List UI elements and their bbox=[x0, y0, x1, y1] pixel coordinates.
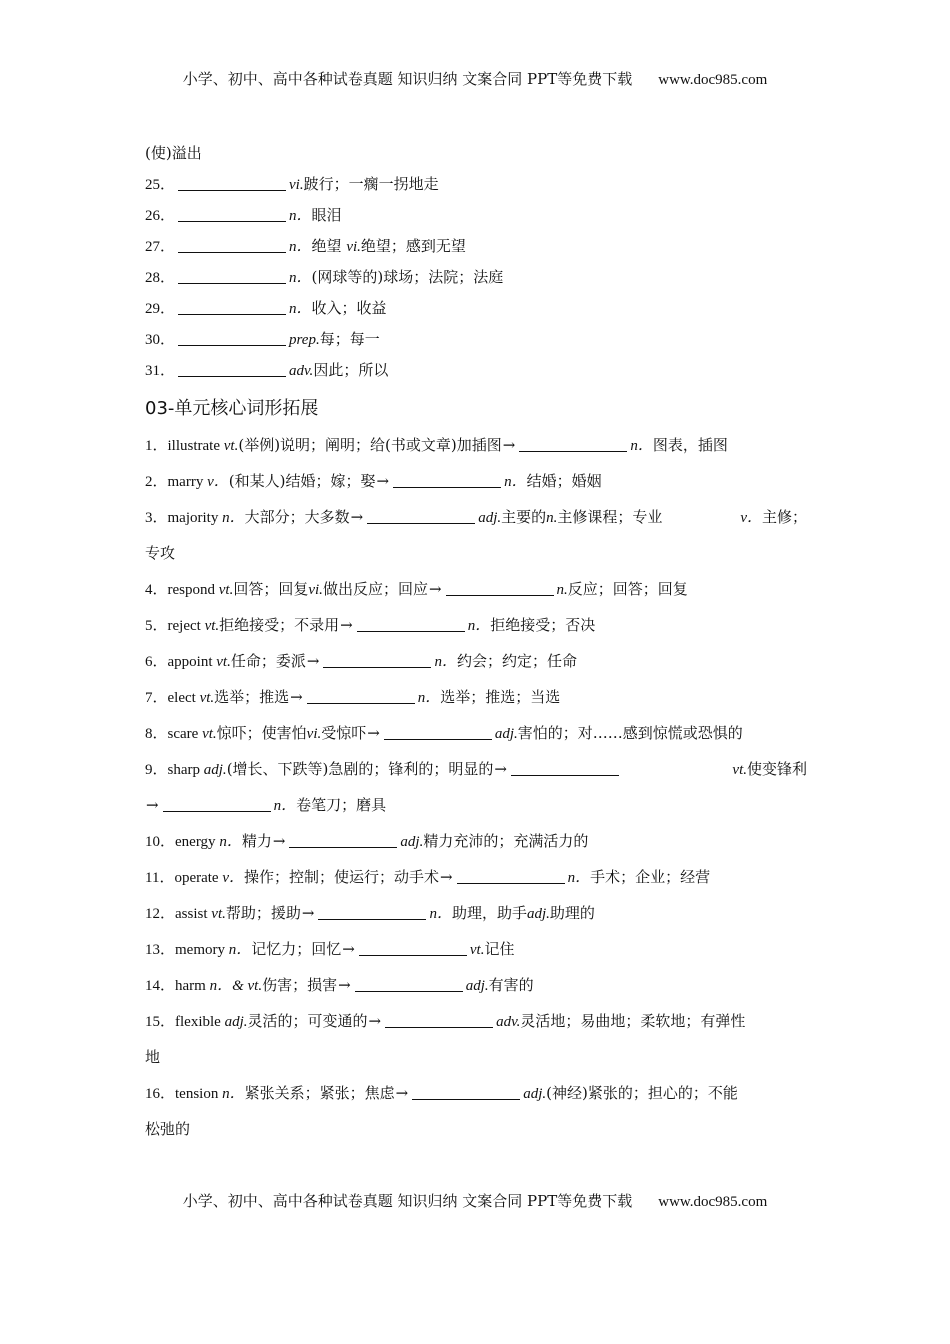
meaning: 因此；所以 bbox=[313, 361, 389, 379]
meaning-2: 使变锋利 bbox=[746, 760, 807, 778]
part-of-speech-2: n. bbox=[556, 582, 568, 598]
meaning: (和某人)结婚；嫁；娶 bbox=[228, 472, 376, 490]
word-form-item-16-continued: 松弛的 bbox=[145, 1120, 191, 1138]
footer-site: www.doc985.com bbox=[658, 1194, 768, 1210]
meaning-2: 反应；回答；回复 bbox=[567, 580, 688, 598]
answer-blank[interactable] bbox=[393, 472, 501, 488]
meaning: 帮助；援助 bbox=[225, 904, 301, 922]
part-of-speech: prep. bbox=[289, 332, 320, 348]
answer-blank[interactable] bbox=[323, 652, 431, 668]
item-number: 1． bbox=[145, 438, 168, 454]
part-of-speech: v． bbox=[222, 870, 245, 886]
part-of-speech: n． bbox=[289, 208, 312, 224]
meaning-3: 助理的 bbox=[549, 904, 595, 922]
answer-blank[interactable] bbox=[178, 361, 286, 377]
meaning: 操作；控制；使运行；动手术 bbox=[244, 868, 440, 886]
meaning-2: 主要的 bbox=[501, 508, 547, 526]
part-of-speech-2: adj. bbox=[523, 1086, 547, 1102]
item-number: 8． bbox=[145, 726, 168, 742]
arrow-icon: → bbox=[306, 652, 320, 670]
headword: elect bbox=[167, 690, 200, 706]
meaning: (举例)说明；阐明；给(书或文章)加插图 bbox=[238, 436, 502, 454]
part-of-speech: n． bbox=[219, 834, 242, 850]
meaning: 眼泪 bbox=[311, 206, 342, 224]
meaning-b: 受惊吓 bbox=[321, 724, 367, 742]
answer-blank[interactable] bbox=[384, 724, 492, 740]
answer-blank[interactable] bbox=[357, 616, 465, 632]
arrow-icon: → bbox=[440, 868, 453, 886]
meaning-4: 主修； bbox=[761, 508, 807, 526]
part-of-speech-2: n． bbox=[504, 474, 527, 490]
part-of-speech: n． bbox=[222, 1086, 245, 1102]
part-of-speech: vi. bbox=[289, 177, 304, 193]
arrow-icon: → bbox=[367, 724, 380, 742]
meaning: 大部分；大多数 bbox=[244, 508, 350, 526]
arrow-icon: → bbox=[342, 940, 355, 958]
meaning: (增长、下跌等)急剧的；锋利的；明显的 bbox=[226, 760, 494, 778]
worksheet-content bbox=[145, 142, 807, 1154]
part-of-speech: adj. bbox=[224, 1014, 248, 1030]
item-number: 13． bbox=[145, 942, 176, 958]
part-of-speech-2: adv. bbox=[496, 1014, 521, 1030]
part-of-speech: vt. bbox=[211, 906, 226, 922]
meaning-2: 手术；企业；经营 bbox=[590, 868, 711, 886]
arrow-icon: → bbox=[146, 796, 159, 814]
part-of-speech: vt. bbox=[223, 438, 239, 454]
part-of-speech: vt. bbox=[218, 582, 234, 598]
item-number: 7． bbox=[145, 690, 168, 706]
part-of-speech-2: adj. bbox=[400, 834, 424, 850]
page-header bbox=[0, 68, 950, 89]
item-number: 3． bbox=[145, 510, 168, 526]
part-of-speech-3: n． bbox=[273, 798, 297, 814]
answer-blank[interactable] bbox=[359, 940, 467, 956]
word-form-item-11 bbox=[145, 866, 807, 902]
item-number: 28． bbox=[145, 270, 176, 286]
meaning: 精力 bbox=[241, 832, 272, 850]
meaning: 任命；委派 bbox=[230, 652, 306, 670]
answer-blank[interactable] bbox=[289, 832, 397, 848]
answer-blank[interactable] bbox=[178, 206, 286, 222]
meaning: 紧张关系；紧张；焦虑 bbox=[244, 1084, 395, 1102]
item-number: 12． bbox=[145, 906, 176, 922]
arrow-icon: → bbox=[338, 976, 351, 994]
vocab-item-30 bbox=[145, 328, 807, 359]
word-form-item-4 bbox=[145, 578, 807, 614]
meaning-2: 精力充沛的；充满活力的 bbox=[423, 832, 589, 850]
item-number: 16． bbox=[145, 1086, 176, 1102]
meaning: 跛行；一瘸一拐地走 bbox=[303, 175, 439, 193]
meaning: 拒绝接受；不录用 bbox=[219, 616, 340, 634]
answer-blank-2[interactable] bbox=[163, 796, 271, 812]
meaning-2: 结婚；婚姻 bbox=[526, 472, 602, 490]
arrow-icon: → bbox=[428, 580, 442, 598]
headword: memory bbox=[175, 942, 229, 958]
meaning: 绝望 bbox=[311, 237, 347, 255]
headword: appoint bbox=[167, 654, 217, 670]
part-of-speech: n． bbox=[289, 270, 312, 286]
word-form-item-14 bbox=[145, 974, 807, 1010]
word-form-item-8 bbox=[145, 722, 807, 758]
headword: scare bbox=[167, 726, 203, 742]
answer-blank[interactable] bbox=[457, 868, 565, 884]
footer-text: 小学、初中、高中各种试卷真题 知识归纳 文案合同 PPT等免费下载 bbox=[182, 1192, 633, 1210]
meaning: 回答；回复 bbox=[233, 580, 309, 598]
part-of-speech: vt. bbox=[199, 690, 215, 706]
vocab-item-26 bbox=[145, 204, 807, 235]
part-of-speech-b: vi. bbox=[308, 582, 323, 598]
part-of-speech-2: n． bbox=[567, 870, 591, 886]
word-form-item-1 bbox=[145, 434, 807, 470]
headword: flexible bbox=[175, 1014, 225, 1030]
item-number: 5． bbox=[145, 618, 168, 634]
item-number: 2． bbox=[145, 474, 168, 490]
item-number: 30． bbox=[145, 332, 176, 348]
part-of-speech-2: n． bbox=[467, 618, 491, 634]
word-form-item-7 bbox=[145, 686, 807, 722]
answer-blank[interactable] bbox=[178, 268, 286, 284]
meaning-2: 图表，插图 bbox=[652, 436, 728, 454]
item-number: 31． bbox=[145, 363, 176, 379]
carry-over-line: (使)溢出 bbox=[145, 144, 202, 162]
part-of-speech-4: v． bbox=[740, 510, 762, 526]
answer-blank[interactable] bbox=[355, 976, 463, 992]
item-number: 26． bbox=[145, 208, 176, 224]
item-number: 14． bbox=[145, 978, 176, 994]
item-number: 29． bbox=[145, 301, 176, 317]
headword: energy bbox=[175, 834, 220, 850]
word-form-item-10 bbox=[145, 830, 807, 866]
part-of-speech: adv. bbox=[289, 363, 314, 379]
header-text: 小学、初中、高中各种试卷真题 知识归纳 文案合同 PPT等免费下载 bbox=[182, 70, 633, 88]
part-of-speech-2: vi. bbox=[346, 239, 361, 255]
headword: tension bbox=[175, 1086, 223, 1102]
part-of-speech-3: adj. bbox=[526, 906, 550, 922]
part-of-speech-2: n． bbox=[429, 906, 452, 922]
arrow-icon: → bbox=[502, 436, 516, 454]
meaning-2: 拒绝接受；否决 bbox=[490, 616, 596, 634]
answer-blank[interactable] bbox=[367, 508, 475, 524]
item-number: 15． bbox=[145, 1014, 176, 1030]
arrow-icon: → bbox=[290, 688, 303, 706]
meaning-2: (神经)紧张的；担心的；不能 bbox=[546, 1084, 738, 1102]
meaning-2: 有害的 bbox=[488, 976, 534, 994]
word-form-item-9-continued bbox=[145, 794, 807, 830]
item-number: 25． bbox=[145, 177, 176, 193]
word-form-item-15 bbox=[145, 1010, 807, 1046]
meaning-2: 约会；约定；任命 bbox=[456, 652, 577, 670]
arrow-icon: → bbox=[368, 1012, 382, 1030]
answer-blank[interactable] bbox=[519, 436, 627, 452]
part-of-speech: vt. bbox=[216, 654, 231, 670]
vocab-item-25 bbox=[145, 173, 807, 204]
meaning-b: 做出反应；回应 bbox=[322, 580, 428, 598]
arrow-icon: → bbox=[272, 832, 286, 850]
part-of-speech-2: adj. bbox=[478, 510, 502, 526]
vocab-item-29 bbox=[145, 297, 807, 328]
arrow-icon: → bbox=[301, 904, 315, 922]
headword: majority bbox=[167, 510, 223, 526]
part-of-speech: v． bbox=[207, 474, 229, 490]
part-of-speech: adj. bbox=[203, 762, 227, 778]
arrow-icon: → bbox=[350, 508, 364, 526]
meaning: (网球等的)球场；法院；法庭 bbox=[311, 268, 504, 286]
item-number: 4． bbox=[145, 582, 168, 598]
word-form-item-3-continued: 专攻 bbox=[145, 544, 176, 562]
part-of-speech: n． bbox=[228, 942, 252, 958]
word-form-item-15-continued: 地 bbox=[145, 1048, 161, 1066]
part-of-speech-2: vt. bbox=[732, 762, 747, 778]
word-form-item-16 bbox=[145, 1082, 807, 1118]
arrow-icon: → bbox=[340, 616, 353, 634]
part-of-speech-2: adj. bbox=[494, 726, 518, 742]
word-form-item-13 bbox=[145, 938, 807, 974]
headword: respond bbox=[167, 582, 219, 598]
answer-blank[interactable] bbox=[178, 175, 286, 191]
meaning: 选举；推选 bbox=[214, 688, 290, 706]
answer-blank[interactable] bbox=[412, 1084, 520, 1100]
section-title: 03-单元核心词形拓展 bbox=[145, 398, 319, 419]
part-of-speech-2: n． bbox=[434, 654, 457, 670]
answer-blank[interactable] bbox=[178, 330, 286, 346]
part-of-speech-2: adj. bbox=[465, 978, 489, 994]
meaning-2: 记住 bbox=[484, 940, 515, 958]
arrow-icon: → bbox=[395, 1084, 409, 1102]
meaning-2: 绝望；感到无望 bbox=[360, 237, 466, 255]
headword: operate bbox=[174, 870, 223, 886]
answer-blank[interactable] bbox=[511, 760, 619, 776]
word-form-item-5 bbox=[145, 614, 807, 650]
answer-blank[interactable] bbox=[178, 299, 286, 315]
part-of-speech: n． bbox=[289, 239, 312, 255]
item-number: 6． bbox=[145, 654, 168, 670]
part-of-speech-2: n． bbox=[417, 690, 441, 706]
part-of-speech-2: vt. bbox=[469, 942, 485, 958]
answer-blank[interactable] bbox=[307, 688, 415, 704]
part-of-speech-2: n． bbox=[630, 438, 653, 454]
part-of-speech: n． bbox=[222, 510, 245, 526]
arrow-icon: → bbox=[376, 472, 390, 490]
meaning-2: 害怕的；对……感到惊慌或恐惧的 bbox=[517, 724, 743, 742]
arrow-icon: → bbox=[494, 760, 507, 778]
headword: reject bbox=[167, 618, 205, 634]
meaning: 伤害；损害 bbox=[262, 976, 338, 994]
item-number: 11． bbox=[145, 870, 175, 886]
vocab-item-31 bbox=[145, 359, 807, 390]
meaning: 灵活的；可变通的 bbox=[247, 1012, 368, 1030]
word-form-item-12 bbox=[145, 902, 807, 938]
page-footer bbox=[0, 1190, 950, 1211]
meaning-2: 灵活地；易曲地；柔软地；有弹性 bbox=[520, 1012, 746, 1030]
meaning: 收入；收益 bbox=[311, 299, 387, 317]
part-of-speech-b: vi. bbox=[306, 726, 322, 742]
meaning-2: 助理，助手 bbox=[451, 904, 527, 922]
meaning-2: 选举；推选；当选 bbox=[440, 688, 561, 706]
headword: harm bbox=[175, 978, 210, 994]
meaning: 记忆力；回忆 bbox=[251, 940, 342, 958]
headword: marry bbox=[167, 474, 208, 490]
headword: illustrate bbox=[167, 438, 224, 454]
vocab-item-27 bbox=[145, 235, 807, 266]
headword: sharp bbox=[167, 762, 204, 778]
part-of-speech: n． bbox=[289, 301, 312, 317]
part-of-speech: vt. bbox=[202, 726, 217, 742]
answer-blank[interactable] bbox=[318, 904, 426, 920]
word-form-item-6 bbox=[145, 650, 807, 686]
word-form-item-3 bbox=[145, 506, 807, 542]
word-form-item-9 bbox=[145, 758, 807, 794]
answer-blank[interactable] bbox=[385, 1012, 493, 1028]
headword: assist bbox=[175, 906, 212, 922]
answer-blank[interactable] bbox=[446, 580, 554, 596]
word-form-item-2 bbox=[145, 470, 807, 506]
item-number: 10． bbox=[145, 834, 176, 850]
item-number: 27． bbox=[145, 239, 176, 255]
meaning: 惊吓；使害怕 bbox=[216, 724, 307, 742]
header-site: www.doc985.com bbox=[658, 72, 768, 88]
meaning-3: 卷笔刀；磨具 bbox=[296, 796, 387, 814]
meaning: 每；每一 bbox=[319, 330, 380, 348]
answer-blank[interactable] bbox=[178, 237, 286, 253]
part-of-speech: n．& vt. bbox=[209, 978, 263, 994]
part-of-speech-3: n. bbox=[546, 510, 558, 526]
part-of-speech: vt. bbox=[204, 618, 220, 634]
meaning-3: 主修课程；专业 bbox=[557, 508, 663, 526]
vocab-item-28 bbox=[145, 266, 807, 297]
item-number: 9． bbox=[145, 762, 168, 778]
